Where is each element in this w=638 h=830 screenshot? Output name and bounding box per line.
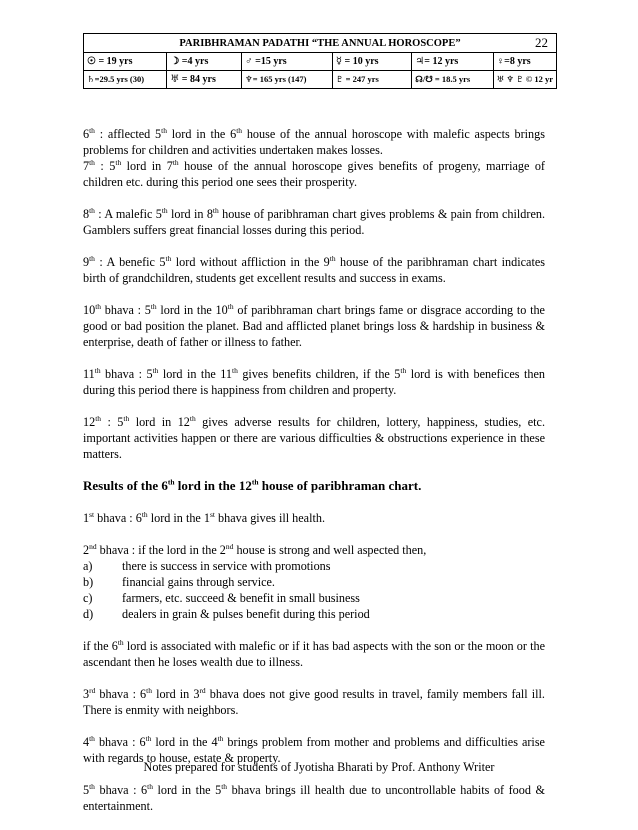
header-row-1 <box>84 53 557 71</box>
page-footer: Notes prepared for students of Jyotisha Bharati by Prof. Anthony Writer <box>143 760 495 774</box>
list-label: a) <box>83 559 93 573</box>
list-text: there is success in service with promotions <box>122 559 331 573</box>
period-venus: ♀=8 yrs <box>493 53 556 71</box>
list-label: d) <box>83 607 94 621</box>
paragraph-8th: 8th : A malefic 5th lord in 8th house of paribhraman chart gives problems & pain from children. Gamblers suffers great financial losses during this period. <box>83 205 545 237</box>
header-title: PARIBHRAMAN PADATHI “THE ANNUAL HOROSCOPE” <box>179 37 461 49</box>
period-saturn: ♄=29.5 yrs (30) <box>84 71 167 89</box>
paragraph-10th: 10th bhava : 5th lord in the 10th of paribhraman chart brings fame or disgrace according to the good or bad position the planet. Bad and afflicted planet brings loss & hardship in business & enterprise, death of father or illness to father. <box>83 301 545 349</box>
paragraph-2nd-bhava-malefic: if the 6th lord is associated with malefic or if it has bad aspects with the son or the moon or the ascendant then he loses wealth due to illness. <box>83 637 545 669</box>
header-table <box>83 33 557 89</box>
list-text: dealers in grain & pulses benefit during this period <box>122 607 370 621</box>
period-sun: ☉ = 19 yrs <box>84 53 167 71</box>
paragraph-6th: 6th : afflected 5th lord in the 6th house of the annual horoscope with malefic aspects brings problems for children and activities undertaken makes losses. <box>83 125 545 157</box>
period-uranus: ♅ = 84 yrs <box>167 71 242 89</box>
section-heading: Results of the 6th lord in the 12th house of paribhraman chart. <box>83 477 422 493</box>
period-moon: ☽ =4 yrs <box>167 53 242 71</box>
header-row-2 <box>84 71 557 89</box>
paragraph-9th: 9th : A benefic 5th lord without affliction in the 9th house of the paribhraman chart indicates birth of grandchildren, students get excellent results and success in exams. <box>83 253 545 285</box>
paragraph-2nd-bhava: 2nd bhava : if the lord in the 2nd house is strong and well aspected then, <box>83 541 427 557</box>
paragraph-7th: 7th : 5th lord in 7th house of the annual horoscope gives benefits of progeny, marriage of children etc. during this period one sees their prosperity. <box>83 157 545 189</box>
conditions-list <box>83 558 545 622</box>
paragraph-4th-bhava: 4th bhava : 6th lord in the 4th brings problem from mother and problems and difficulties arise with regards to house, estate & property. <box>83 733 545 765</box>
page-number: 22 <box>535 35 548 50</box>
list-text: financial gains through service. <box>122 575 275 589</box>
period-pluto: ♇ = 247 yrs <box>332 71 411 89</box>
paragraph-3rd-bhava: 3rd bhava : 6th lord in 3rd bhava does not give good results in travel, family members fall ill. There is enmity with neighbors. <box>83 685 545 717</box>
list-item <box>83 574 545 590</box>
list-text: farmers, etc. succeed & benefit in small business <box>122 591 360 605</box>
period-mercury: ☿ = 10 yrs <box>332 53 411 71</box>
period-outer: ♅ ♆ ♇ © 12 yr <box>493 71 556 89</box>
period-neptune: ♆= 165 yrs (147) <box>242 71 333 89</box>
period-mars: ♂ =15 yrs <box>242 53 333 71</box>
body-text <box>83 126 545 830</box>
paragraph-11th: 11th bhava : 5th lord in the 11th gives benefits children, if the 5th lord is with benefices then during this period there is happiness from children and property. <box>83 365 545 397</box>
list-item <box>83 558 545 574</box>
paragraph-5th-bhava: 5th bhava : 6th lord in the 5th bhava brings ill health due to uncontrollable habits of food & entertainment. <box>83 781 545 813</box>
list-label: c) <box>83 591 93 605</box>
list-item <box>83 590 545 606</box>
header-title-cell <box>84 34 557 53</box>
list-item <box>83 606 545 622</box>
paragraph-12th: 12th : 5th lord in 12th gives adverse results for children, lottery, happiness, studies, etc. important activities happen or there are various difficulties & obstructions experience in these matters. <box>83 413 545 461</box>
period-jupiter: ♃= 12 yrs <box>412 53 493 71</box>
period-nodes: ☊/☋ = 18.5 yrs <box>412 71 493 89</box>
list-label: b) <box>83 575 94 589</box>
paragraph-1st-bhava: 1st bhava : 6th lord in the 1st bhava gives ill health. <box>83 509 325 525</box>
